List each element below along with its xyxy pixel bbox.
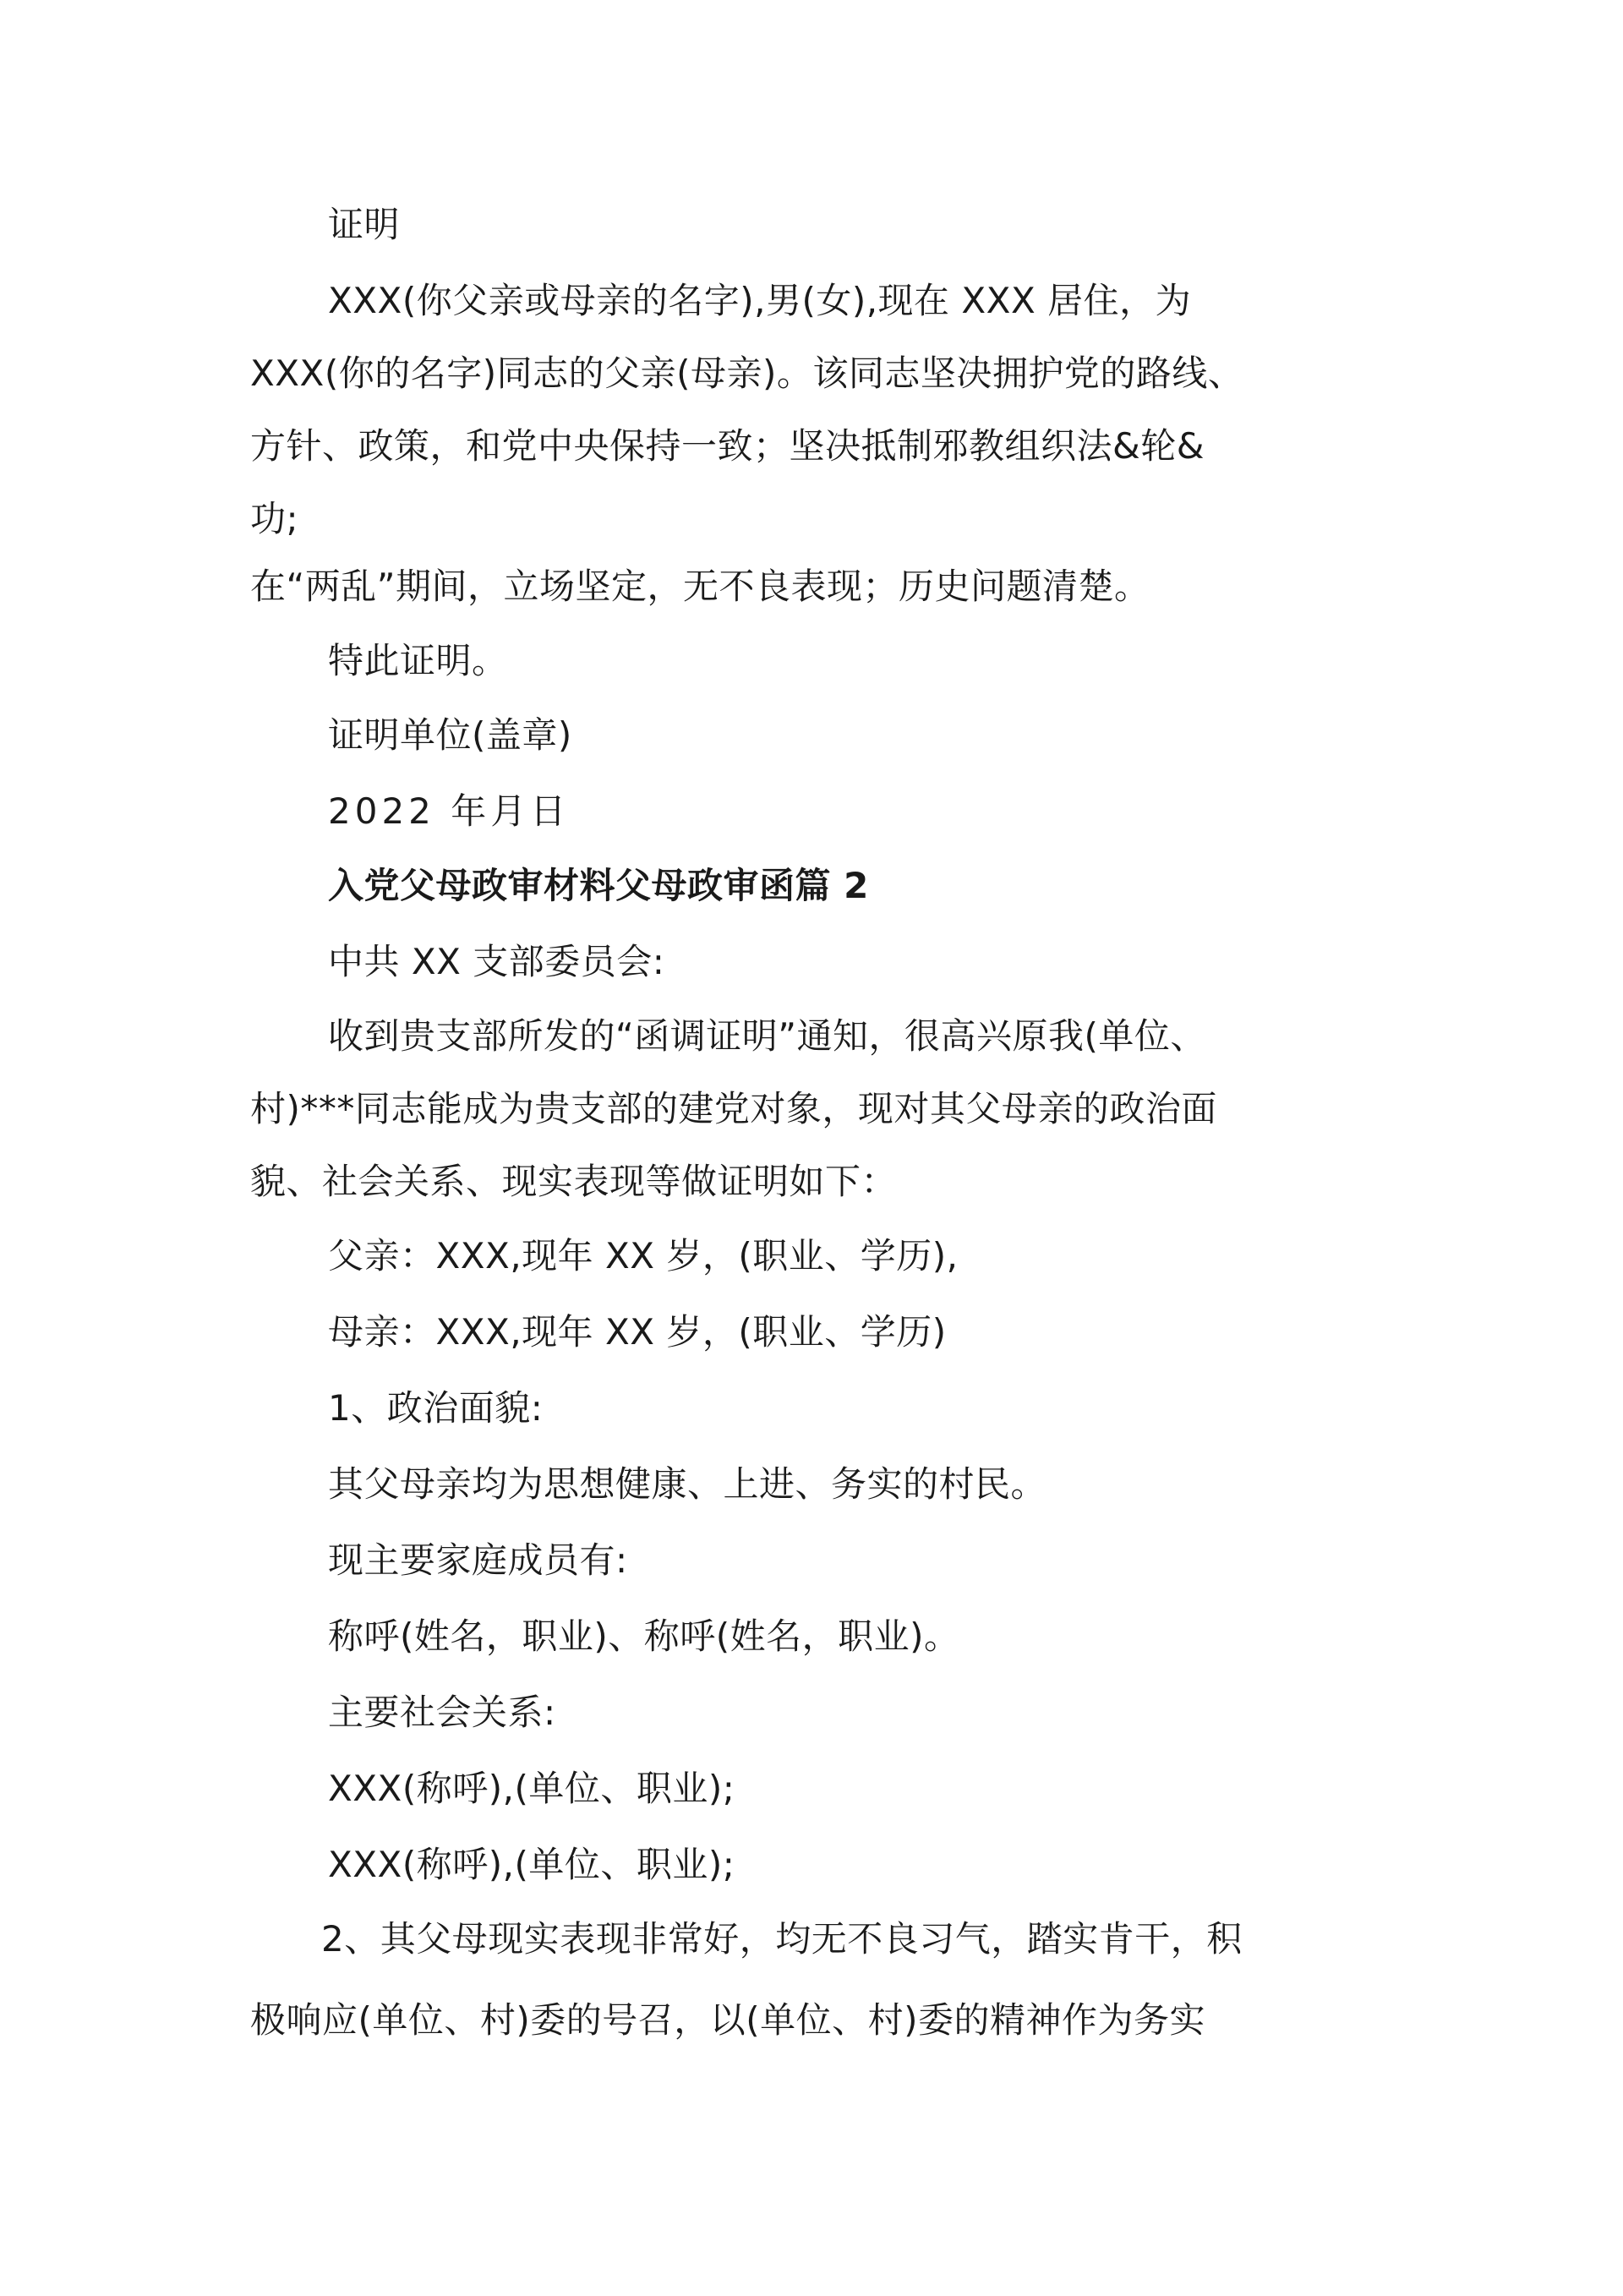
addressee: 中共 XX 支部委员会:: [328, 941, 665, 982]
social-relation: XXX(称呼),(单位、职业);: [328, 1844, 735, 1885]
paragraph-line: 在“两乱”期间，立场坚定，无不良表现；历史问题清楚。: [250, 566, 1150, 607]
family-text: 称呼(姓名，职业)、称呼(姓名，职业)。: [328, 1615, 960, 1657]
heading: 证明: [328, 204, 401, 245]
paragraph-line: 貌、社会关系、现实表现等做证明如下：: [250, 1161, 898, 1202]
mother-info: 母亲：XXX,现年 XX 岁，(职业、学历): [328, 1311, 947, 1353]
paragraph-line: 功;: [250, 498, 299, 539]
father-info: 父亲：XXX,现年 XX 岁，(职业、学历),: [328, 1235, 959, 1276]
paragraph-line: XXX(你的名字)同志的父亲(母亲)。该同志坚决拥护党的路线、: [250, 353, 1244, 394]
paragraph-line: 2、其父母现实表现非常好，均无不良习气，踏实肯干，积: [321, 1918, 1243, 1960]
date-line: 2022 年月日: [328, 790, 571, 832]
item-heading: 1、政治面貌:: [328, 1387, 544, 1429]
social-relation: XXX(称呼),(单位、职业);: [328, 1768, 735, 1809]
certifying-unit: 证明单位(盖章): [328, 714, 572, 756]
closing-text: 特此证明。: [328, 640, 508, 681]
social-heading: 主要社会关系:: [328, 1692, 556, 1733]
paragraph-line: 村)***同志能成为贵支部的建党对象，现对其父母亲的政治面: [250, 1088, 1217, 1129]
paragraph-line: 极响应(单位、村)委的号召，以(单位、村)委的精神作为务实: [250, 1999, 1206, 2041]
paragraph-line: 收到贵支部所发的“函调证明”通知，很高兴原我(单位、: [328, 1015, 1206, 1057]
paragraph-line: XXX(你父亲或母亲的名字),男(女),现在 XXX 居住，为: [328, 280, 1192, 321]
paragraph-line: 方针、政策，和党中央保持一致；坚决抵制邪教组织法&轮&: [250, 425, 1205, 467]
item-text: 其父母亲均为思想健康、上进、务实的村民。: [328, 1463, 1047, 1505]
family-heading: 现主要家庭成员有:: [328, 1539, 628, 1581]
section-title: 入党父母政审材料父母政审函篇 2: [328, 865, 869, 906]
